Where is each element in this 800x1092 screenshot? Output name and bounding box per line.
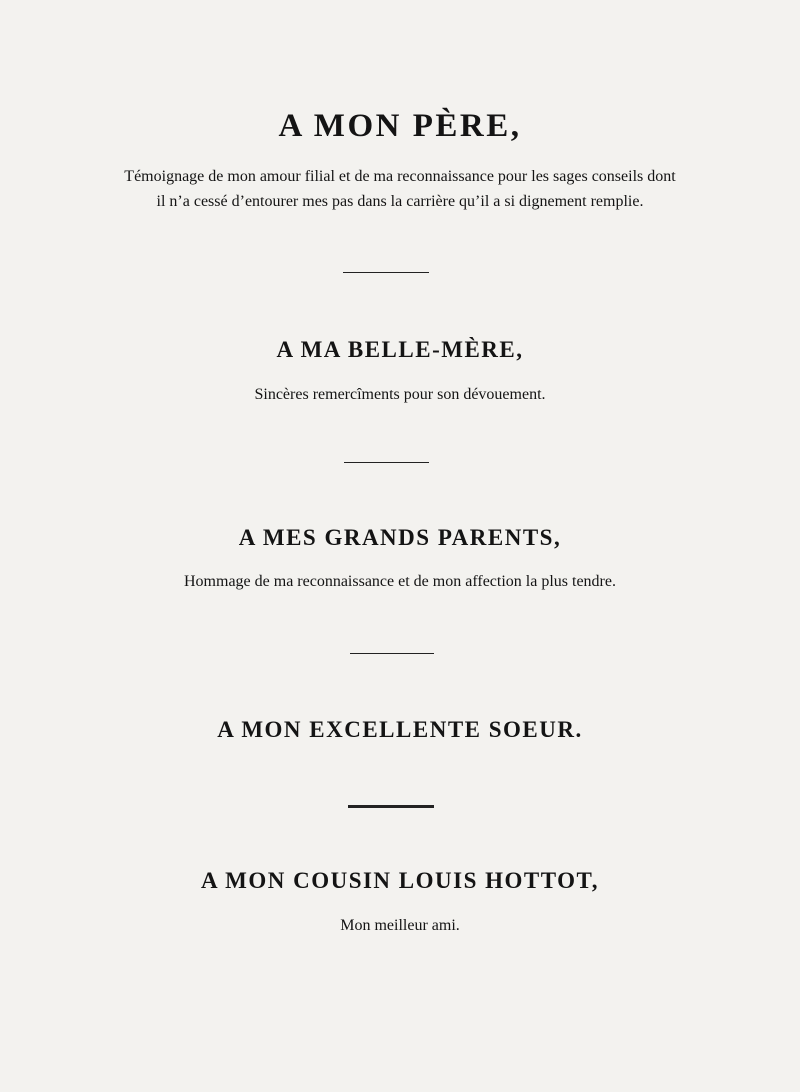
dedication-heading-cousin: A MON COUSIN LOUIS HOTTOT, [201,868,599,893]
dedication-heading-father: A MON PÈRE, [278,108,522,144]
section-divider [343,272,429,273]
dedication-heading-stepmother: A MA BELLE-MÈRE, [276,337,524,362]
dedication-text-cousin: Mon meilleur ami. [340,917,460,934]
section-divider-thick [348,805,434,808]
section-divider [344,462,429,463]
dedication-heading-sister: A MON EXCELLENTE SOEUR. [217,717,583,742]
dedication-text-stepmother: Sincères remercîments pour son dévouement. [254,386,546,403]
dedication-text-father-line-1: Témoignage de mon amour filial et de ma reconnaissance pour les sages conseils dont [124,168,676,185]
dedication-text-grandparents: Hommage de ma reconnaissance et de mon affection la plus tendre. [184,573,616,590]
dedication-text-father-line-2: il n’a cessé d’entourer mes pas dans la carrière qu’il a si dignement remplie. [156,193,644,210]
dedication-heading-grandparents: A MES GRANDS PARENTS, [238,525,562,550]
section-divider [350,653,434,654]
